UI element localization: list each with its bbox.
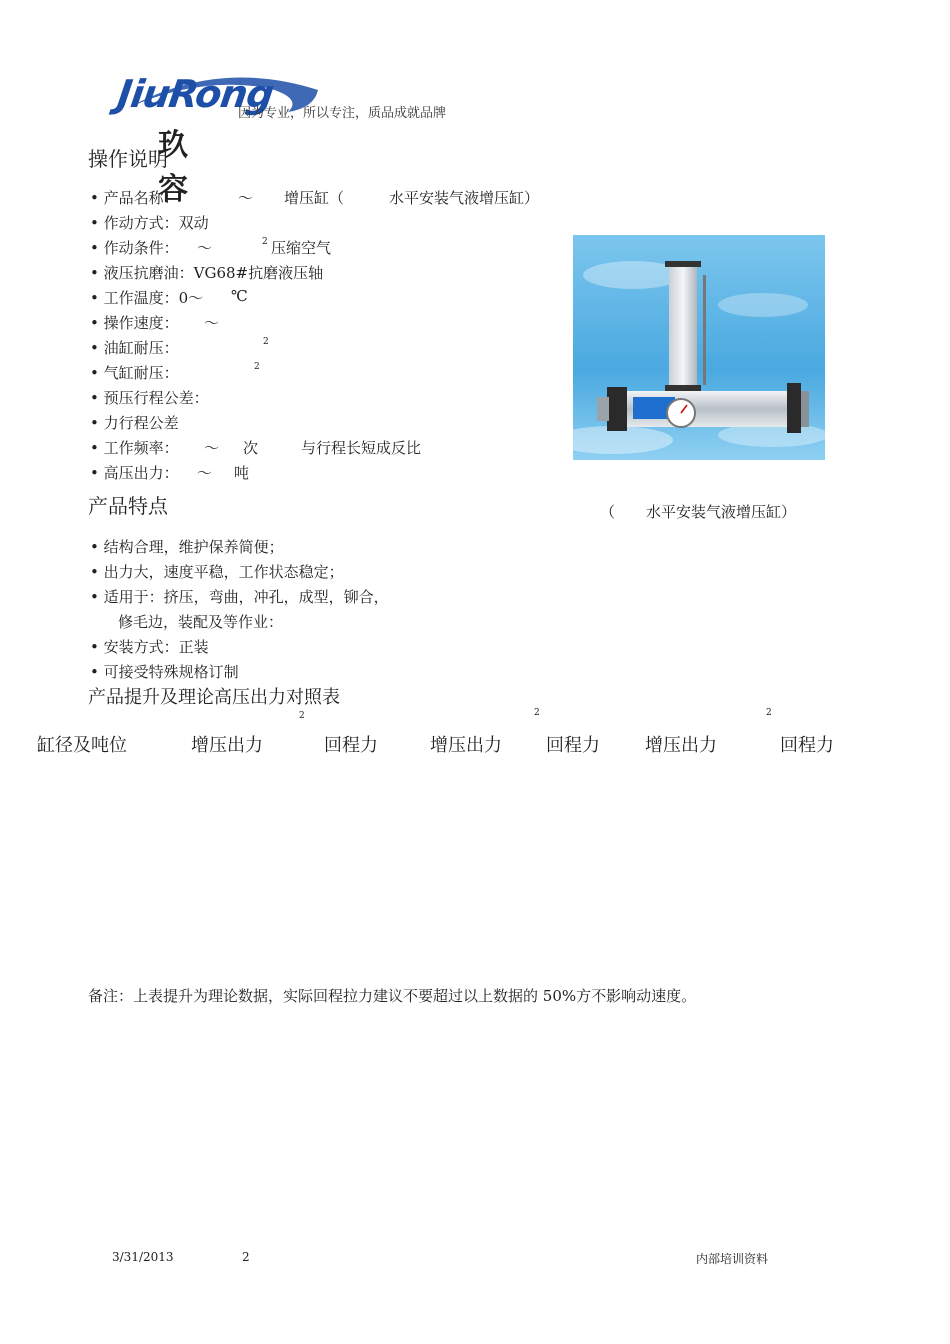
feature-item: • 出力大，速度平稳，工作状态稳定； <box>90 563 344 581</box>
image-caption-open: （ <box>600 503 616 521</box>
table-superscript: 2 <box>766 708 772 718</box>
footer-page-number: 2 <box>242 1250 250 1264</box>
table-header-cell: 增压出力 <box>645 735 717 756</box>
feature-item-continuation: 修毛边，装配及等作业： <box>118 613 284 631</box>
list-item: • 操作速度： <box>90 314 179 332</box>
list-item-part: 吨 <box>234 464 250 482</box>
image-caption: 水平安装气液增压缸） <box>646 503 797 521</box>
list-item-tilde: ～ <box>204 314 220 332</box>
table-header-cell: 回程力 <box>324 735 378 756</box>
list-item: • 作动条件： <box>90 239 179 257</box>
list-item-part: 增压缸（ <box>284 189 345 207</box>
list-item: • 高压出力： <box>90 464 179 482</box>
operation-title: 操作说明 <box>88 147 168 171</box>
table-superscript: 2 <box>299 711 305 721</box>
feature-item: • 结构合理，维护保养简便； <box>90 538 284 556</box>
table-header-cell: 回程力 <box>780 735 834 756</box>
list-item: • 气缸耐压： <box>90 364 179 382</box>
logo-text-cn: 玖 容 <box>158 128 228 207</box>
superscript: 2 <box>262 237 268 247</box>
list-item: • 工作温度：0～ <box>90 289 204 307</box>
footer-date: 3/31/2013 <box>112 1250 174 1264</box>
table-header-cell: 增压出力 <box>191 735 263 756</box>
list-item: • 产品名称： <box>90 189 179 207</box>
feature-item: • 可接受特殊规格订制 <box>90 663 239 681</box>
list-item-part: 水平安装气液增压缸） <box>389 189 540 207</box>
features-title: 产品特点 <box>88 494 168 518</box>
superscript: 2 <box>263 337 269 347</box>
list-item: • 预压行程公差： <box>90 389 209 407</box>
logo-text-en: JiuRong <box>114 72 277 116</box>
list-item-part: 压缩空气 <box>271 239 332 257</box>
list-item-part: ℃ <box>231 287 248 305</box>
list-item-tilde: ～ <box>204 439 220 457</box>
feature-item: • 适用于：挤压，弯曲，冲孔，成型，铆合， <box>90 588 389 606</box>
list-item: • 油缸耐压： <box>90 339 179 357</box>
list-item: • 作动方式：双动 <box>90 214 209 232</box>
table-superscript: 2 <box>534 708 540 718</box>
table-header-cell: 增压出力 <box>430 735 502 756</box>
list-item-tilde: ～ <box>197 239 213 257</box>
table-title: 产品提升及理论高压出力对照表 <box>88 687 340 708</box>
cylinder-illustration-icon <box>573 235 825 460</box>
list-item: • 力行程公差 <box>90 414 179 432</box>
table-header-cell: 缸径及吨位 <box>37 735 127 756</box>
footer-label: 内部培训资料 <box>696 1252 769 1266</box>
list-item-part: 次 <box>243 439 259 457</box>
superscript: 2 <box>254 362 260 372</box>
list-item-tilde: ～ <box>238 189 254 207</box>
slogan: 因为专业，所以专注，质品成就品牌 <box>238 106 447 121</box>
product-image <box>573 235 825 460</box>
table-header-cell: 回程力 <box>546 735 600 756</box>
feature-item: • 安装方式：正装 <box>90 638 209 656</box>
list-item: • 液压抗磨油：VG68#抗磨液压轴 <box>90 264 324 282</box>
footnote: 备注：上表提升为理论数据，实际回程拉力建议不要超过以上数据的 50%方不影响动速度。 <box>88 987 697 1005</box>
list-item: • 工作频率： <box>90 439 179 457</box>
list-item-part: 与行程长短成反比 <box>301 439 422 457</box>
list-item-tilde: ～ <box>197 464 213 482</box>
